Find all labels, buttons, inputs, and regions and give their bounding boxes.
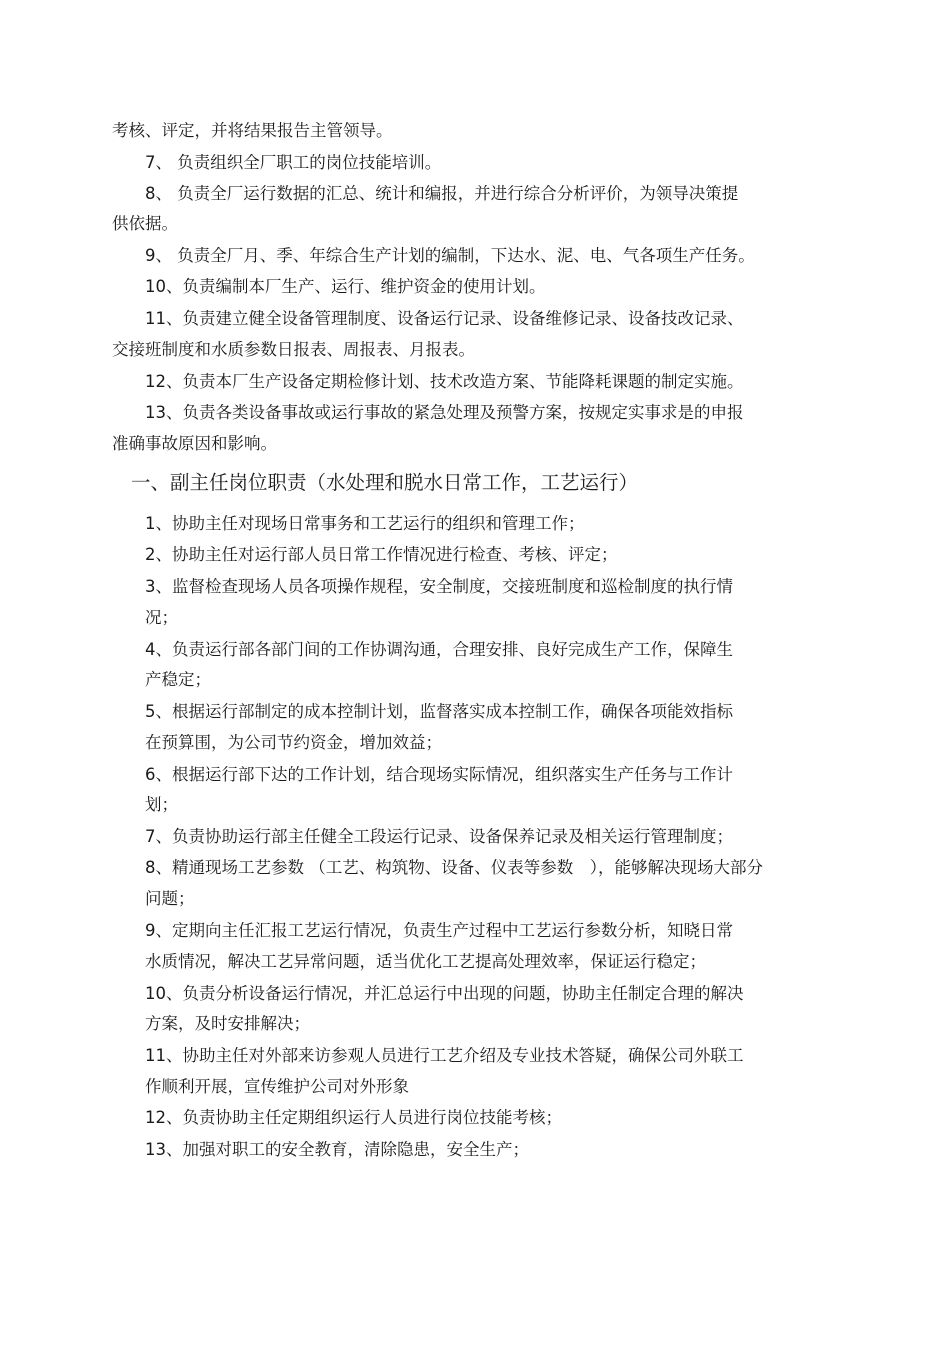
list-item-line: 12、负责协助主任定期组织运行人员进行岗位技能考核； (145, 1108, 562, 1127)
list-item-line: 9、 负责全厂月、季、年综合生产计划的编制，下达水、泥、电、气各项生产任务。 (145, 246, 755, 265)
list-item-line: 12、负责本厂生产设备定期检修计划、技术改造方案、节能降耗课题的制定实施。 (145, 372, 744, 391)
list-item-line: 8、 负责全厂运行数据的汇总、统计和编报，并进行综合分析评价，为领导决策提 (145, 184, 739, 203)
list-item-line: 3、监督检查现场人员各项操作规程，安全制度，交接班制度和巡检制度的执行情 (145, 577, 733, 596)
list-item-line: 7、 负责组织全厂职工的岗位技能培训。 (145, 153, 442, 172)
list-item-line: 10、负责编制本厂生产、运行、维护资金的使用计划。 (145, 277, 546, 296)
list-item-line: 7、负责协助运行部主任健全工段运行记录、设备保养记录及相关运行管理制度； (145, 827, 733, 846)
paragraph-line: 考核、评定，并将结果报告主管领导。 (112, 121, 393, 140)
list-item-line: 11、负责建立健全设备管理制度、设备运行记录、设备维修记录、设备技改记录、 (145, 309, 744, 328)
section-heading: 一、副主任岗位职责（水处理和脱水日常工作，工艺运行） (131, 471, 639, 494)
list-item-line: 13、负责各类设备事故或运行事故的紧急处理及预警方案，按规定实事求是的申报 (145, 403, 744, 422)
list-item-line: 供依据。 (112, 214, 178, 233)
list-item-line: 交接班制度和水质参数日报表、周报表、月报表。 (112, 340, 475, 359)
list-item-line: 13、加强对职工的安全教育，清除隐患，安全生产； (145, 1140, 529, 1159)
list-item-line: 准确事故原因和影响。 (112, 434, 277, 453)
list-item-line: 1、协助主任对现场日常事务和工艺运行的组织和管理工作； (145, 514, 585, 533)
list-item-line: 在预算围，为公司节约资金，增加效益； (145, 733, 442, 752)
list-item-line: 8、精通现场工艺参数 （工艺、构筑物、设备、仪表等参数 ），能够解决现场大部分 (145, 858, 763, 877)
list-item-line: 11、协助主任对外部来访参观人员进行工艺介绍及专业技术答疑，确保公司外联工 (145, 1046, 744, 1065)
list-item-line: 2、协助主任对运行部人员日常工作情况进行检查、考核、评定； (145, 545, 618, 564)
list-item-line: 产稳定； (145, 670, 211, 689)
list-item-line: 问题； (145, 889, 195, 908)
list-item-line: 水质情况，解决工艺异常问题，适当优化工艺提高处理效率，保证运行稳定； (145, 952, 706, 971)
list-item-line: 4、负责运行部各部门间的工作协调沟通，合理安排、良好完成生产工作，保障生 (145, 640, 733, 659)
list-item-line: 9、定期向主任汇报工艺运行情况，负责生产过程中工艺运行参数分析，知晓日常 (145, 921, 733, 940)
list-item-line: 方案，及时安排解决； (145, 1014, 310, 1033)
list-item-line: 6、根据运行部下达的工作计划，结合现场实际情况，组织落实生产任务与工作计 (145, 765, 733, 784)
list-item-line: 5、根据运行部制定的成本控制计划，监督落实成本控制工作，确保各项能效指标 (145, 702, 733, 721)
list-item-line: 10、负责分析设备运行情况，并汇总运行中出现的问题，协助主任制定合理的解决 (145, 984, 744, 1003)
list-item-line: 划； (145, 795, 178, 814)
list-item-line: 况； (145, 608, 178, 627)
list-item-line: 作顺利开展，宣传维护公司对外形象 (145, 1077, 409, 1096)
